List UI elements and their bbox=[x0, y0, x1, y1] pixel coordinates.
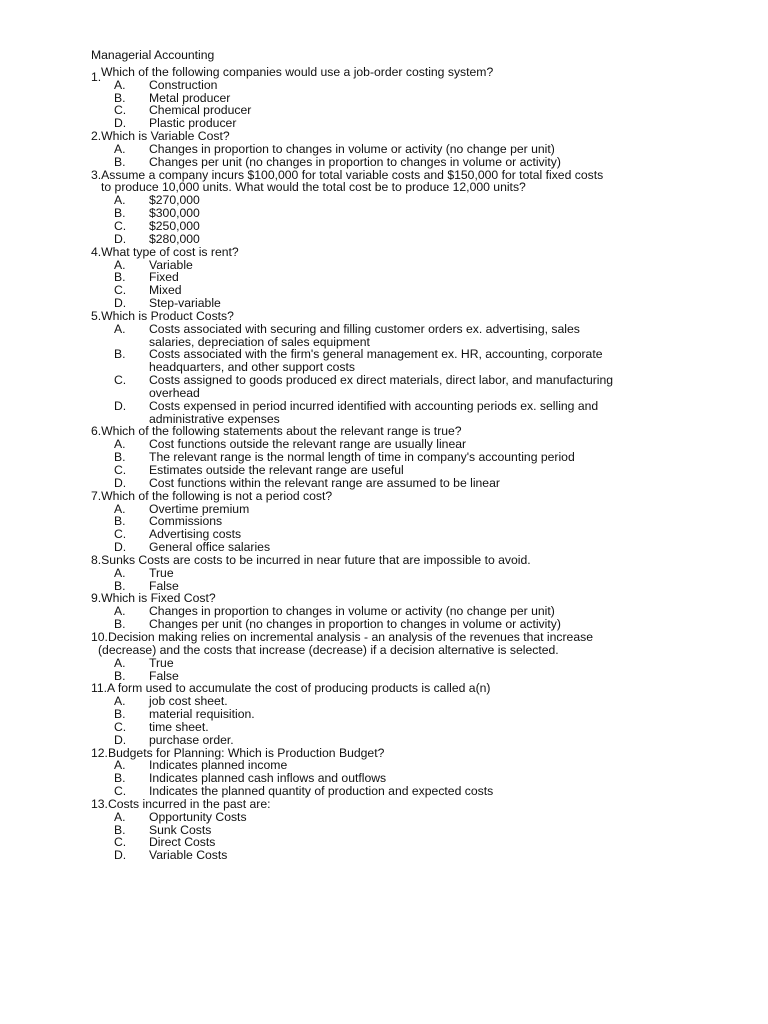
option-letter: B. bbox=[114, 206, 126, 221]
option-letter: A. bbox=[114, 257, 126, 272]
question-text: Which is Fixed Cost? bbox=[101, 591, 216, 606]
option-text: True bbox=[149, 655, 174, 670]
question-2 bbox=[91, 130, 691, 169]
option-letter: A. bbox=[114, 694, 126, 709]
question-stem bbox=[91, 246, 691, 259]
question-13 bbox=[91, 798, 691, 862]
question-number: 12. bbox=[91, 745, 108, 760]
option-letter: A. bbox=[114, 437, 126, 452]
answer-option bbox=[91, 464, 691, 477]
question-3 bbox=[91, 169, 691, 246]
option-text: headquarters, and other support costs bbox=[149, 360, 355, 375]
question-number: 3. bbox=[91, 167, 102, 182]
question-text: Assume a company incurs $100,000 for total variable costs and $150,000 for total fixed costs bbox=[101, 167, 604, 182]
option-text: $280,000 bbox=[149, 231, 200, 246]
question-6 bbox=[91, 425, 691, 489]
option-letter: B. bbox=[114, 347, 126, 362]
option-letter: D. bbox=[114, 296, 127, 311]
option-text: Chemical producer bbox=[149, 103, 252, 118]
question-7 bbox=[91, 490, 691, 554]
question-9 bbox=[91, 592, 691, 631]
answer-option bbox=[91, 721, 691, 734]
question-number: 8. bbox=[91, 552, 102, 567]
option-text: Variable bbox=[149, 257, 193, 272]
option-text: Indicates planned cash inflows and outflows bbox=[149, 771, 387, 786]
option-text: time sheet. bbox=[149, 719, 209, 734]
answer-option bbox=[91, 374, 691, 387]
answer-option bbox=[91, 387, 691, 400]
answer-option bbox=[91, 400, 691, 413]
question-text: Which of the following is not a period cost? bbox=[101, 488, 333, 503]
question-number: 4. bbox=[91, 244, 102, 259]
question-stem bbox=[91, 130, 691, 143]
option-text: Variable Costs bbox=[149, 848, 228, 863]
option-letter: B. bbox=[114, 707, 126, 722]
option-letter: D. bbox=[114, 475, 127, 490]
option-text: Step-variable bbox=[149, 296, 221, 311]
option-text: overhead bbox=[149, 385, 200, 400]
answer-option bbox=[91, 220, 691, 233]
document-title: Managerial Accounting bbox=[91, 48, 215, 62]
option-letter: A. bbox=[114, 655, 126, 670]
option-text: Fixed bbox=[149, 270, 179, 285]
question-text: Which is Variable Cost? bbox=[101, 129, 230, 144]
option-letter: D. bbox=[114, 116, 127, 131]
option-text: Plastic producer bbox=[149, 116, 237, 131]
question-text: What type of cost is rent? bbox=[101, 244, 239, 259]
option-text: Opportunity Costs bbox=[149, 809, 247, 824]
question-stem bbox=[91, 554, 691, 567]
question-1 bbox=[91, 66, 691, 130]
option-letter: A. bbox=[114, 565, 126, 580]
option-letter: A. bbox=[114, 77, 126, 92]
question-text: A form used to accumulate the cost of producing products is called a(n) bbox=[107, 681, 491, 696]
option-letter: C. bbox=[114, 283, 127, 298]
question-number: 5. bbox=[91, 308, 102, 323]
question-stem bbox=[91, 64, 691, 84]
option-text: Estimates outside the relevant range are useful bbox=[149, 463, 404, 477]
option-letter: B. bbox=[114, 90, 126, 105]
question-stem bbox=[91, 310, 691, 323]
option-text: False bbox=[149, 668, 179, 683]
question-number: 7. bbox=[91, 488, 102, 503]
question-4 bbox=[91, 246, 691, 310]
option-text: Construction bbox=[149, 77, 218, 92]
question-text-continued: (decrease) and the costs that increase (decrease) if a decision alternative is selected. bbox=[98, 642, 559, 657]
question-text: Which of the following statements about the relevant range is true? bbox=[101, 424, 462, 439]
question-number: 2. bbox=[91, 129, 102, 144]
option-text: False bbox=[149, 578, 179, 593]
answer-option bbox=[91, 708, 691, 721]
option-letter: D. bbox=[114, 231, 127, 246]
option-letter: B. bbox=[114, 771, 126, 786]
option-letter: B. bbox=[114, 270, 126, 285]
option-text: Mixed bbox=[149, 283, 182, 298]
option-letter: A. bbox=[114, 758, 126, 773]
option-letter: A. bbox=[114, 193, 126, 208]
question-5 bbox=[91, 310, 691, 426]
option-letter: D. bbox=[114, 540, 127, 555]
question-text: Budgets for Planning: Which is Production Budget? bbox=[107, 745, 385, 760]
document bbox=[91, 49, 691, 862]
option-letter: C. bbox=[114, 218, 127, 233]
question-11 bbox=[91, 682, 691, 746]
option-letter: C. bbox=[114, 103, 127, 118]
answer-option bbox=[91, 567, 691, 580]
question-list bbox=[91, 66, 691, 862]
option-letter: A. bbox=[114, 809, 126, 824]
option-text: Cost functions within the relevant range are assumed to be linear bbox=[149, 475, 500, 490]
option-letter: C. bbox=[114, 527, 127, 542]
option-letter: D. bbox=[114, 398, 127, 413]
option-letter: D. bbox=[114, 732, 127, 747]
question-number: 1. bbox=[91, 69, 102, 84]
option-letter: C. bbox=[114, 463, 127, 477]
option-text: Overtime premium bbox=[149, 501, 250, 516]
option-text: Indicates planned income bbox=[149, 758, 288, 773]
option-text: Commissions bbox=[149, 514, 223, 529]
question-stem bbox=[91, 798, 691, 811]
question-number: 9. bbox=[91, 591, 102, 606]
question-text: Sunks Costs are costs to be incurred in near future that are impossible to avoid. bbox=[101, 552, 531, 567]
option-letter: B. bbox=[114, 154, 126, 169]
question-number: 13. bbox=[91, 796, 108, 811]
question-number: 10. bbox=[91, 629, 108, 644]
option-text: Cost functions outside the relevant range are usually linear bbox=[149, 437, 467, 452]
option-text: job cost sheet. bbox=[149, 694, 228, 709]
answer-option bbox=[91, 323, 691, 336]
option-text: Advertising costs bbox=[149, 527, 242, 542]
option-letter: A. bbox=[114, 501, 126, 516]
option-text: Sunk Costs bbox=[149, 822, 212, 837]
option-text: $270,000 bbox=[149, 193, 200, 208]
option-letter: A. bbox=[114, 321, 126, 336]
option-letter: B. bbox=[114, 578, 126, 593]
option-text: General office salaries bbox=[149, 540, 271, 555]
option-text: Costs associated with the firm's general management ex. HR, accounting, corporate bbox=[149, 347, 603, 362]
option-text: administrative expenses bbox=[149, 411, 280, 426]
option-letter: C. bbox=[114, 835, 127, 850]
option-text: Direct Costs bbox=[149, 835, 216, 850]
option-text: The relevant range is the normal length of time in company's accounting period bbox=[149, 450, 575, 465]
option-letter: B. bbox=[114, 822, 126, 837]
question-text: Which is Product Costs? bbox=[101, 308, 234, 323]
answer-option bbox=[91, 849, 691, 862]
option-letter: C. bbox=[114, 784, 127, 799]
option-letter: A. bbox=[114, 604, 126, 619]
option-letter: C. bbox=[114, 719, 127, 734]
option-text: Changes in proportion to changes in volume or activity (no change per unit) bbox=[149, 604, 555, 619]
question-text: Costs incurred in the past are: bbox=[107, 796, 271, 811]
option-text: Changes in proportion to changes in volume or activity (no change per unit) bbox=[149, 141, 555, 156]
option-text: Costs associated with securing and filling customer orders ex. advertising, sales bbox=[149, 321, 580, 336]
option-text: Changes per unit (no changes in proportion to changes in volume or activity) bbox=[149, 154, 561, 169]
question-stem bbox=[91, 631, 691, 644]
answer-option bbox=[91, 657, 691, 670]
option-letter: B. bbox=[114, 450, 126, 465]
option-text: Changes per unit (no changes in proportion to changes in volume or activity) bbox=[149, 617, 561, 632]
answer-option bbox=[91, 259, 691, 272]
answer-option bbox=[91, 79, 691, 92]
option-letter: D. bbox=[114, 848, 127, 863]
option-text: Costs assigned to goods produced ex direct materials, direct labor, and manufacturing bbox=[149, 373, 614, 388]
option-text: purchase order. bbox=[149, 732, 234, 747]
question-text: Decision making relies on incremental analysis - an analysis of the revenues that increase bbox=[107, 629, 593, 644]
option-text: Metal producer bbox=[149, 90, 231, 105]
question-number: 11. bbox=[91, 681, 108, 696]
option-letter: B. bbox=[114, 514, 126, 529]
option-text: Indicates the planned quantity of production and expected costs bbox=[149, 784, 494, 799]
option-letter bbox=[114, 387, 149, 400]
option-text: $300,000 bbox=[149, 206, 200, 221]
question-12 bbox=[91, 747, 691, 798]
option-letter: B. bbox=[114, 668, 126, 683]
answer-option bbox=[91, 811, 691, 824]
question-text-continued: to produce 10,000 units. What would the total cost be to produce 12,000 units? bbox=[101, 180, 526, 195]
question-stem bbox=[91, 490, 691, 503]
option-text: $250,000 bbox=[149, 218, 200, 233]
option-text: True bbox=[149, 565, 174, 580]
option-text: material requisition. bbox=[149, 707, 255, 722]
question-number: 6. bbox=[91, 424, 102, 439]
option-letter: C. bbox=[114, 373, 127, 388]
answer-option bbox=[91, 143, 691, 156]
question-8 bbox=[91, 554, 691, 593]
question-10 bbox=[91, 631, 691, 682]
option-letter: A. bbox=[114, 141, 126, 156]
option-letter: B. bbox=[114, 617, 126, 632]
question-text: Which of the following companies would use a job-order costing system? bbox=[101, 64, 494, 79]
option-text: salaries, depreciation of sales equipment bbox=[149, 334, 370, 349]
option-text: Costs expensed in period incurred identified with accounting periods ex. selling and bbox=[149, 398, 599, 413]
